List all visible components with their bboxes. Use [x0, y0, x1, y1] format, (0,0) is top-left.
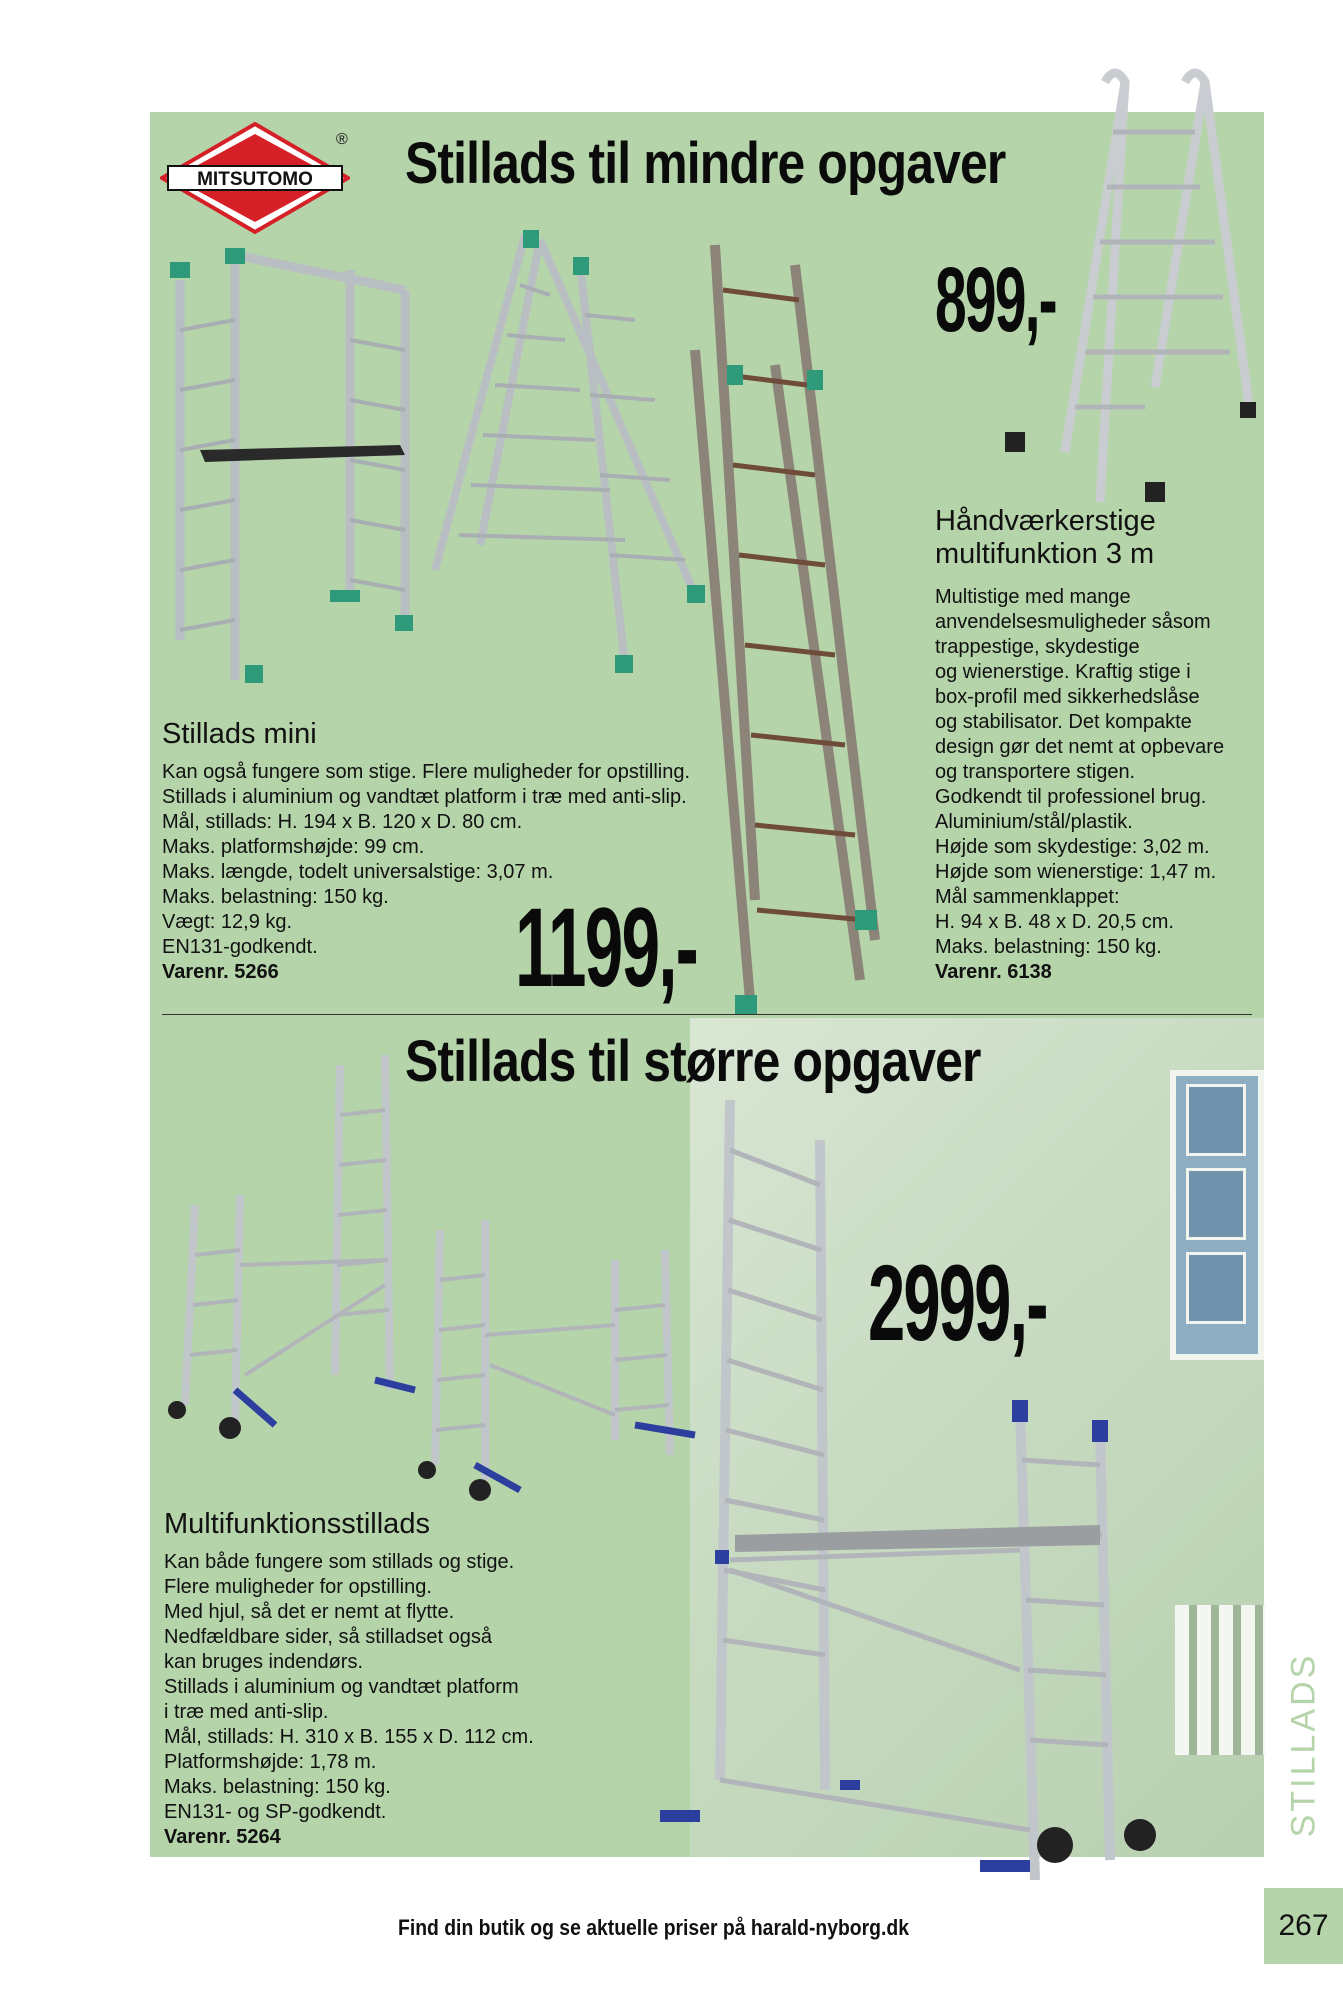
desc-line: trappestige, skydestige [935, 636, 1140, 658]
side-tab [1264, 1630, 1343, 1860]
title-multifunction-ladder [935, 505, 1156, 571]
desc-line: Mål sammenklappet: [935, 886, 1120, 908]
desc-line: Med hjul, så det er nemt at flytte. [164, 1601, 455, 1623]
price-multifunction-ladder: 899,- [935, 249, 1056, 351]
desc-line: Maks. belastning: 150 kg. [162, 886, 389, 908]
desc-line: H. 94 x B. 48 x D. 20,5 cm. [935, 911, 1174, 933]
desc-line: EN131-godkendt. [162, 936, 318, 958]
desc-line: Maks. belastning: 150 kg. [935, 936, 1162, 958]
section-heading-small-tasks: Stillads til mindre opgaver [405, 131, 1006, 196]
desc-line: anvendelsesmuligheder såsom [935, 611, 1211, 633]
article-number: Varenr. 5264 [164, 1826, 281, 1848]
desc-line: Multistige med mange [935, 586, 1131, 608]
a-frame-ladder-image [425, 225, 715, 695]
desc-line: Aluminium/stål/plastik. [935, 811, 1133, 833]
description-multifunction-scaffold [164, 1550, 534, 1850]
page-number: 267 [1264, 1888, 1343, 1964]
desc-line: Maks. platformshøjde: 99 cm. [162, 836, 425, 858]
desc-line: Højde som wienerstige: 1,47 m. [935, 861, 1217, 883]
desc-line: Maks. belastning: 150 kg. [164, 1776, 391, 1798]
desc-line: Vægt: 12,9 kg. [162, 911, 293, 933]
desc-line: kan bruges indendørs. [164, 1651, 364, 1673]
title-mini-scaffold: Stillads mini [162, 718, 317, 750]
price-mini-scaffold: 1199,- [515, 885, 697, 1010]
desc-line: box-profil med sikkerhedslåse [935, 686, 1200, 708]
desc-line: Nedfældbare sider, så stilladset også [164, 1626, 492, 1648]
title-line-2: multifunktion 3 m [935, 538, 1155, 570]
desc-line: Godkendt til professionel brug. [935, 786, 1207, 808]
footer-text: Find din butik og se aktuelle priser på harald-nyborg.dk [398, 1915, 909, 1940]
section-divider [162, 1014, 1252, 1015]
desc-line: Kan både fungere som stillads og stige. [164, 1551, 515, 1573]
desc-line: EN131- og SP-godkendt. [164, 1801, 387, 1823]
registered-mark: ® [336, 131, 348, 148]
description-multifunction-ladder [935, 585, 1224, 985]
extension-ladder-image [695, 240, 935, 1020]
desc-line: Flere muligheder for opstilling. [164, 1576, 432, 1598]
desc-line: og stabilisator. Det kompakte [935, 711, 1192, 733]
scaffold-variants-image [165, 1035, 725, 1505]
desc-line: Platformshøjde: 1,78 m. [164, 1751, 377, 1773]
section-heading-large-tasks: Stillads til større opgaver [405, 1029, 981, 1094]
desc-line: Højde som skydestige: 3,02 m. [935, 836, 1210, 858]
desc-line: Mål, stillads: H. 310 x B. 155 x D. 112 cm. [164, 1726, 534, 1748]
price-multifunction-scaffold: 2999,- [868, 1242, 1047, 1363]
desc-line: og transportere stigen. [935, 761, 1136, 783]
desc-line: i træ med anti-slip. [164, 1701, 329, 1723]
title-line-1: Håndværkerstige [935, 505, 1156, 537]
article-number: Varenr. 5266 [162, 961, 279, 983]
side-tab-label: STILLADS [1284, 1652, 1322, 1838]
title-multifunction-scaffold: Multifunktionsstillads [164, 1508, 430, 1540]
desc-line: Kan også fungere som stige. Flere muligheder for opstilling. [162, 761, 691, 783]
logo-text: MITSUTOMO [197, 169, 313, 190]
large-scaffold-image [660, 1090, 1200, 1890]
desc-line: Maks. længde, todelt universalstige: 3,07 m. [162, 861, 554, 883]
desc-line: Stillads i aluminium og vandtæt platform [164, 1676, 519, 1698]
mitsutomo-logo [160, 122, 350, 234]
mini-scaffold-image [160, 240, 440, 700]
desc-line: Mål, stillads: H. 194 x B. 120 x D. 80 cm. [162, 811, 523, 833]
desc-line: og wienerstige. Kraftig stige i [935, 661, 1191, 683]
article-number: Varenr. 6138 [935, 961, 1052, 983]
desc-line: design gør det nemt at opbevare [935, 736, 1225, 758]
desc-line: Stillads i aluminium og vandtæt platform i træ med anti-slip. [162, 786, 687, 808]
